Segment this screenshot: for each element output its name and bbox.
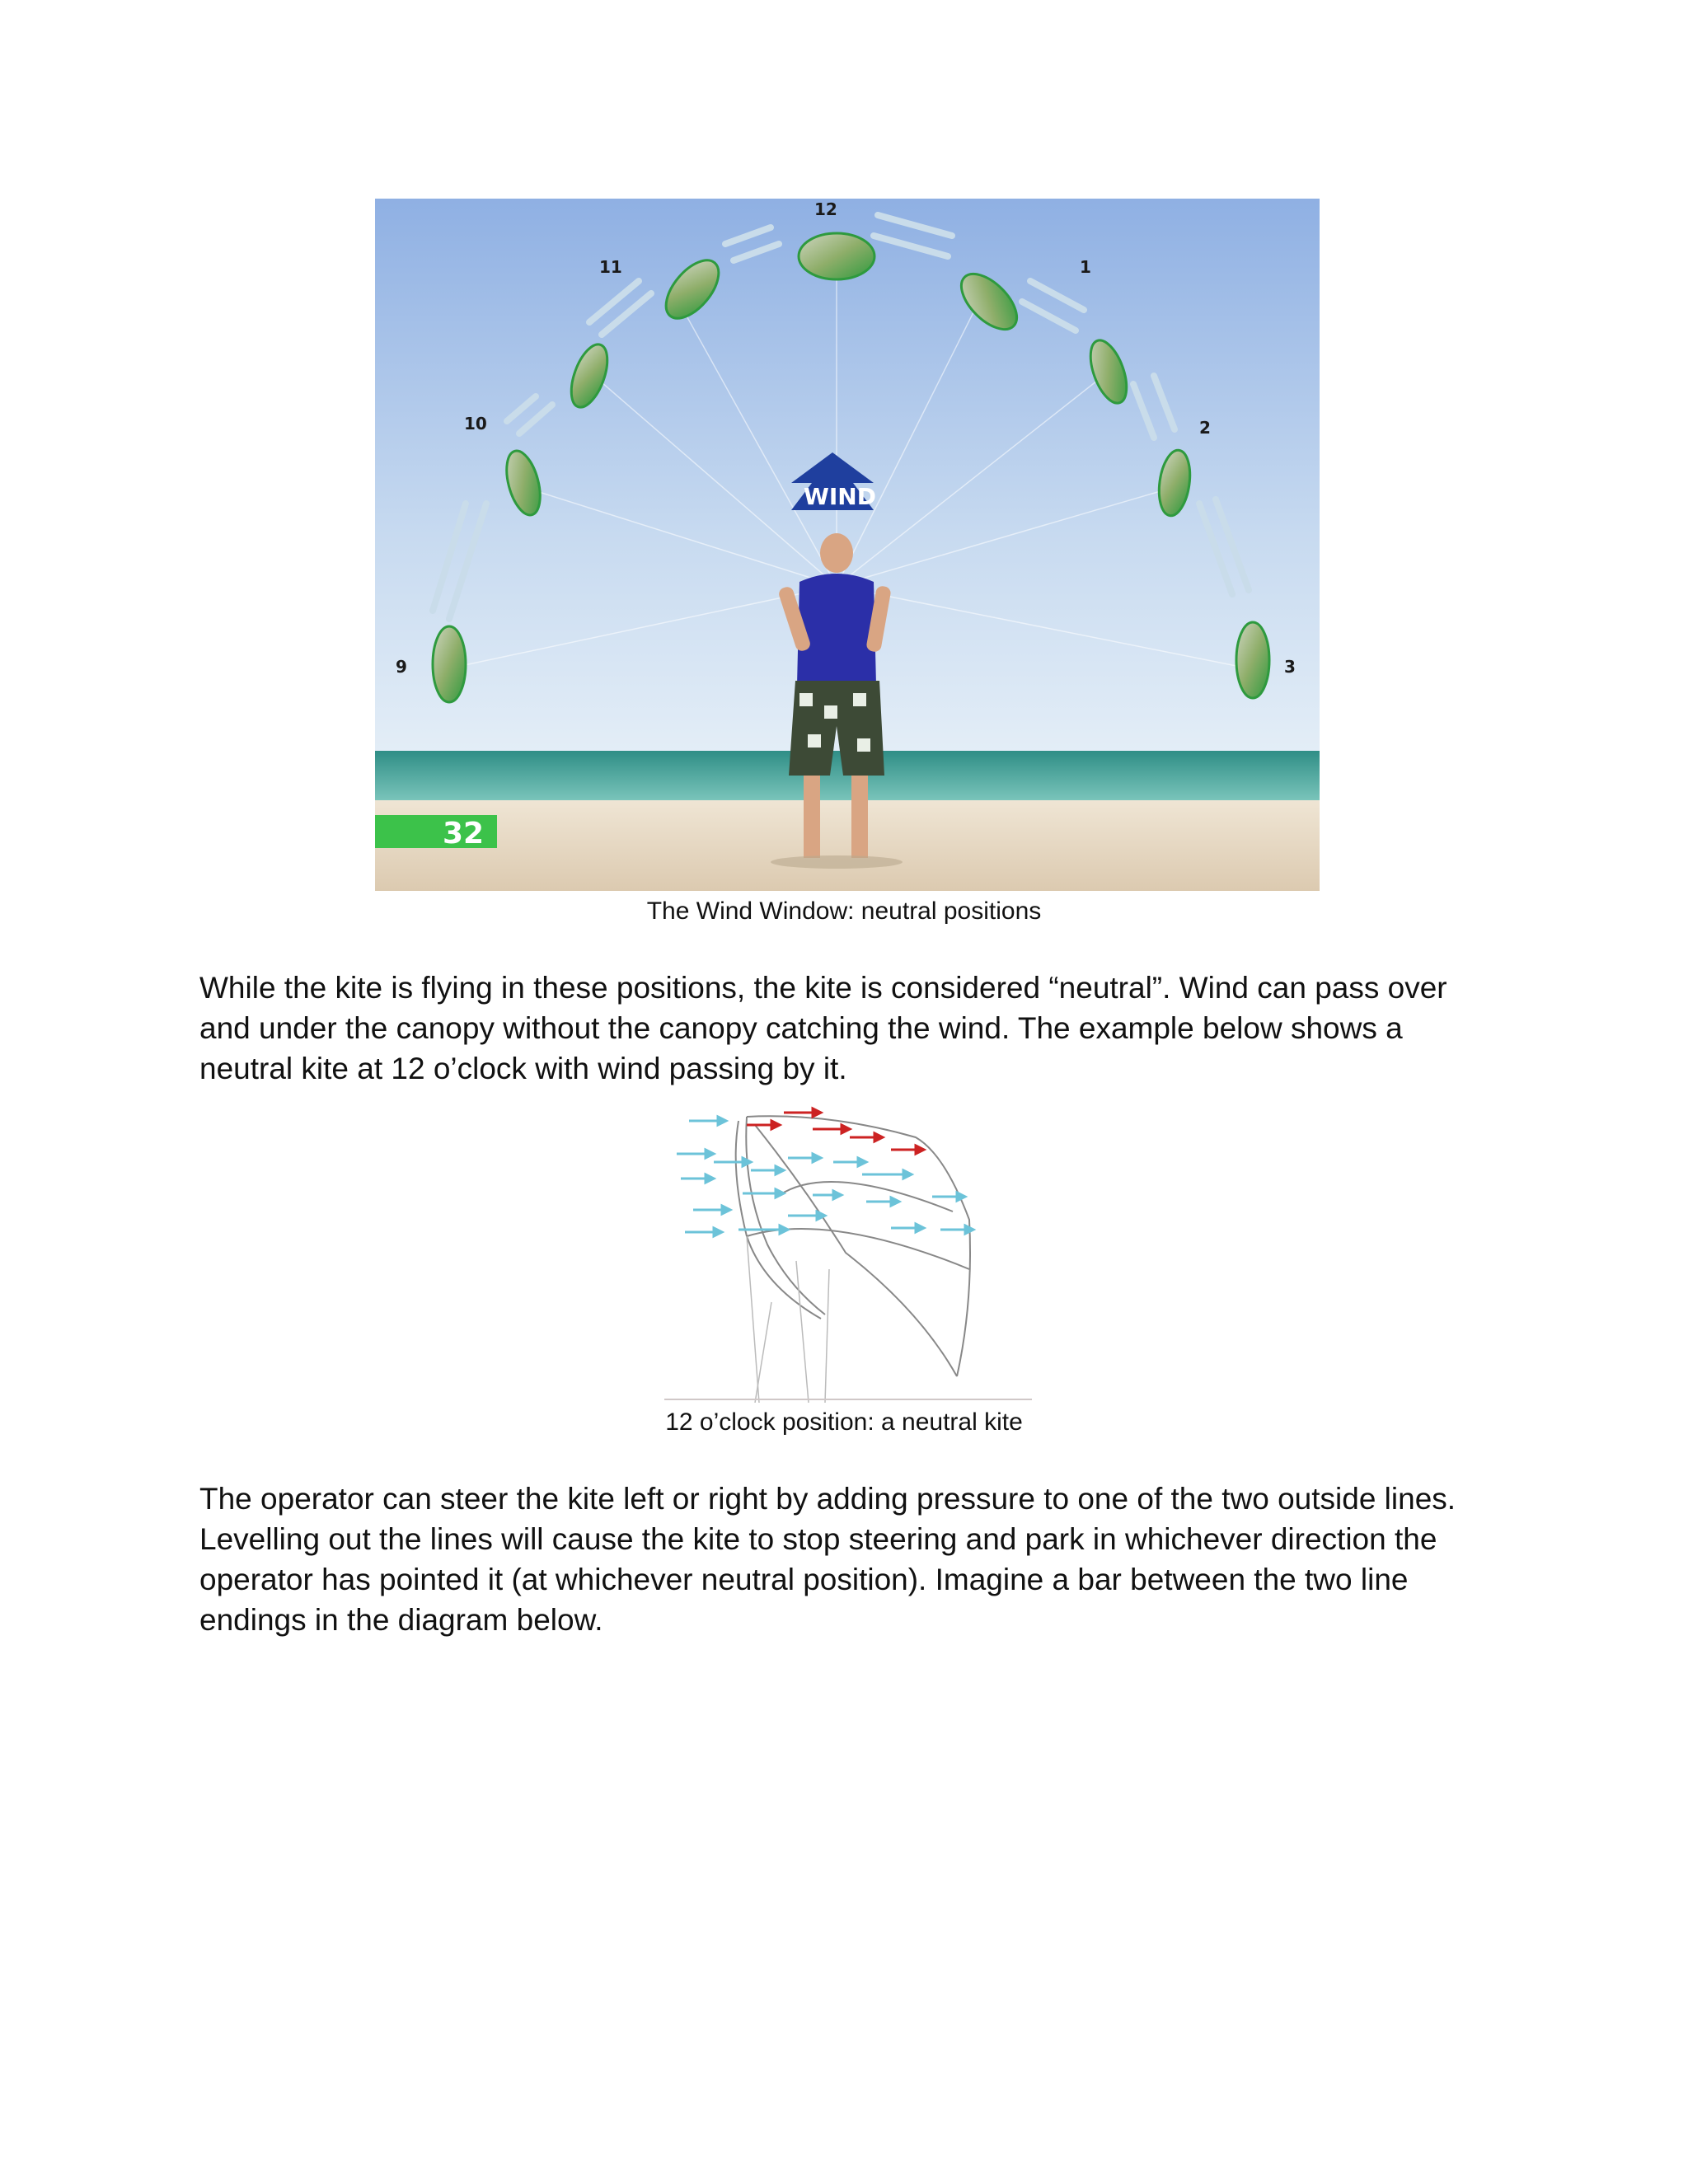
wind-label: WIND <box>804 483 876 510</box>
figure1-caption: The Wind Window: neutral positions <box>646 898 1042 925</box>
kite-position-9 <box>433 626 466 702</box>
neutral-kite-diagram <box>664 1096 1032 1403</box>
kite-position-12 <box>799 233 874 279</box>
position-label-10: 10 <box>464 414 487 434</box>
kite-position-3 <box>1236 622 1269 698</box>
paragraph-steering: The operator can steer the kite left or right by adding pressure to one of the two outside lines. Levelling out the lines will cause the kite to stop steering and park in whichever direction the operator has pointed it (at whichever neutral position). Imagine a bar between the two line endings in the diagram below. <box>199 1482 1456 1637</box>
position-label-11: 11 <box>599 257 622 277</box>
position-label-12: 12 <box>814 199 837 219</box>
position-label-1: 1 <box>1080 257 1091 277</box>
badge-label: 32 <box>443 817 485 851</box>
page-number-badge <box>375 815 497 851</box>
sand-beach <box>375 800 1320 891</box>
figure2-caption: 12 o’clock position: a neutral kite <box>665 1408 1023 1436</box>
position-label-2: 2 <box>1199 418 1211 438</box>
wind-window-illustration <box>375 199 1320 891</box>
paragraph-neutral-kite: While the kite is flying in these positions, the kite is considered “neutral”. Wind can pass over and under the canopy without the canopy catching the wind. The example below shows a neutral kite at 12 o’clock with wind passing by it. <box>199 971 1447 1085</box>
position-label-9: 9 <box>396 657 407 677</box>
wind-window-figure <box>375 199 1320 891</box>
position-label-3: 3 <box>1284 657 1296 677</box>
neutral-kite-figure <box>664 1096 1032 1403</box>
